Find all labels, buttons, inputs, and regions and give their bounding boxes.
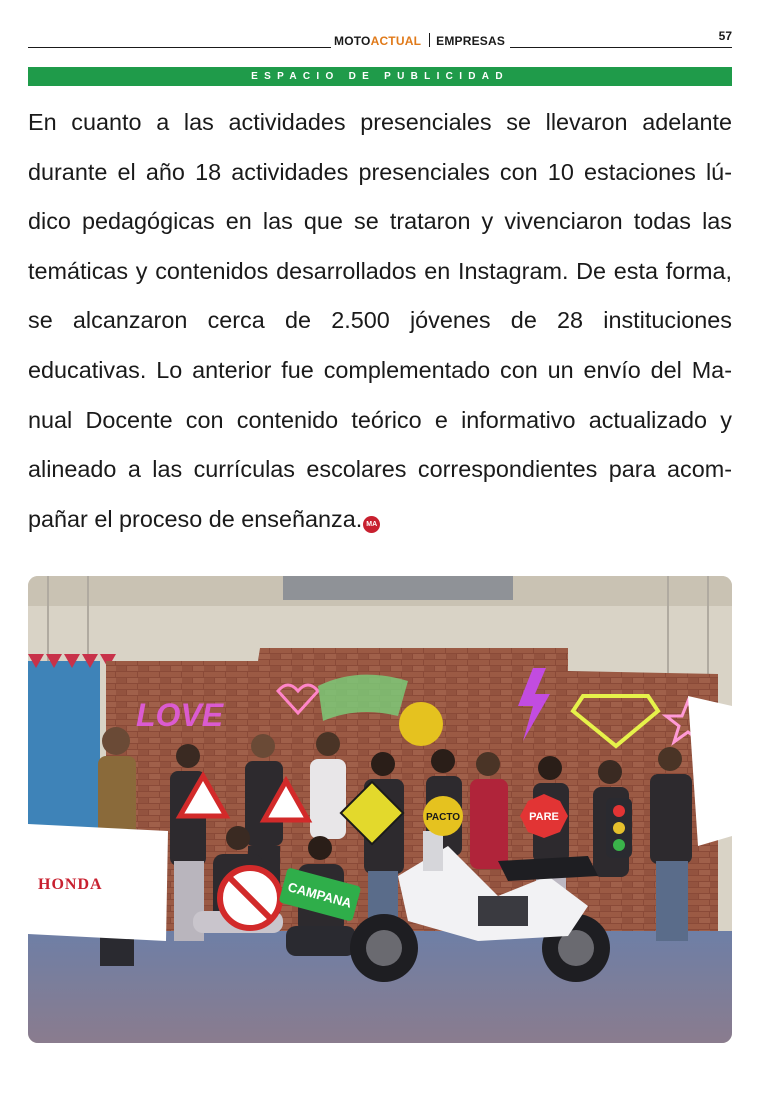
header-rule-right — [510, 47, 732, 48]
header-rule-left — [28, 47, 331, 48]
page-number: 57 — [718, 29, 732, 43]
magazine-brand — [334, 33, 505, 48]
section-label: EMPRESAS — [436, 34, 506, 48]
end-mark-icon: MA — [363, 516, 380, 533]
brand-actual: ACTUAL — [370, 34, 422, 48]
graffiti-love: LOVE — [136, 697, 224, 733]
ad-space-banner: ESPACIO DE PUBLICIDAD — [28, 67, 732, 86]
article-body — [28, 98, 732, 544]
header-separator — [429, 33, 430, 47]
event-photo — [28, 576, 732, 1043]
sign-campana: CAMPANA — [286, 879, 354, 911]
brand-moto: MOTO — [334, 34, 371, 48]
honda-banner-text: HONDA — [38, 876, 103, 893]
article-paragraph: En cuanto a las actividades presenciales se llevaron adelante durante el año 18 actividades presenciales con 10 estaciones lúdico pedagógicas en las que se trataron y vivenciaron todas las temáticas y contenidos desarrollados en Instagram. De esta forma, se alcanzaron cerca de 2.500 jóvenes de 28 instituciones educativas. Lo anterior fue complementado con un envío del Manual Docente con contenido teórico e informativo actualizado y alineado a las currículas escolares correspondientes para acompañar el proceso de enseñanza. — [28, 109, 732, 532]
page-header — [28, 28, 732, 50]
sign-pacto: PACTO — [425, 812, 461, 823]
sign-pare: PARE — [529, 811, 559, 823]
